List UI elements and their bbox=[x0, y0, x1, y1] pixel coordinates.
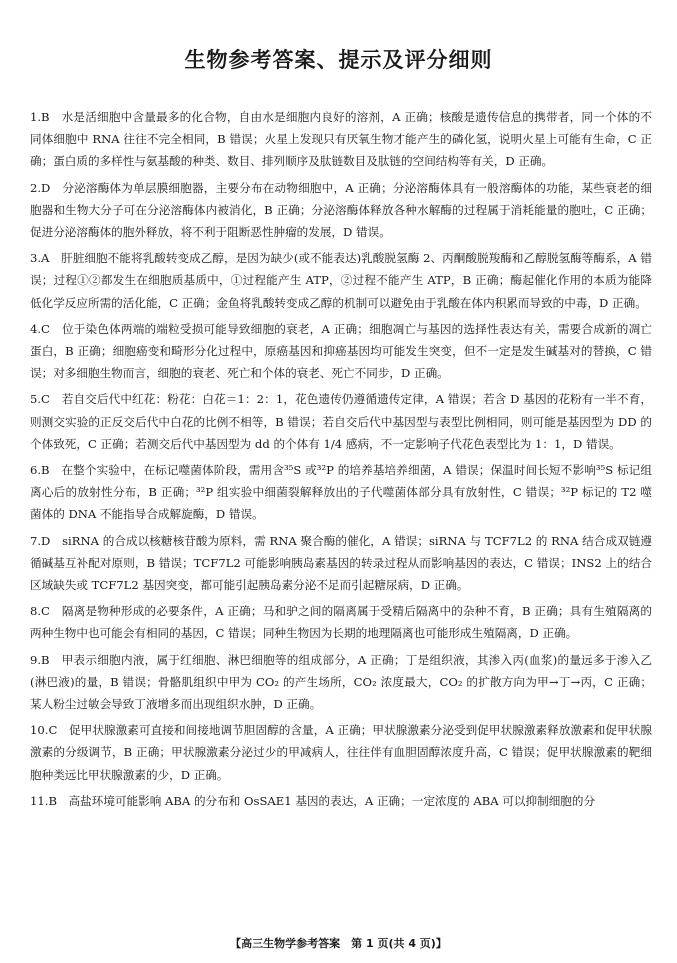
answer-text: 高盐环境可能影响 ABA 的分布和 OsSAE1 基因的表达，A 正确；一定浓度的 ABA 可以抑制细胞的分 bbox=[68, 793, 596, 808]
answer-item bbox=[30, 106, 652, 173]
answer-text: 若自交后代中红花：粉花：白花＝1：2：1，花色遗传仍遵循遗传定律，A 错误；若含 D 基因的花粉有一半不育，则测交实验的正反交后代中白花的比例不相等，B 错误；若自交后代中基因型与表型比例相同，则可能是基因型为 DD 的个体致死，C 正确；若测交后代中基因型为 dd 的个体有 1/4 感病，不一定影响子代花色表型比为 1：1，D 错误。 bbox=[30, 392, 652, 451]
answer-item bbox=[30, 247, 652, 314]
answer-number: 10.C bbox=[30, 723, 58, 738]
page-title: 生物参考答案、提示及评分细则 bbox=[184, 48, 493, 72]
answer-item bbox=[30, 649, 652, 716]
answer-number: 1.B bbox=[30, 110, 50, 124]
answer-text: siRNA 的合成以核糖核苷酸为原料，需 RNA 聚合酶的催化，A 错误；siRNA 与 TCF7L2 的 RNA 结合成双链遵循碱基互补配对原则，B 错误；TCF7L2 可能影响胰岛素基因的转录过程从而影响基因的表达，C 错误；INS2 上的结合区域缺失或 TCF7L2 基因突变，都可能引起胰岛素分泌不足而引起糖尿病，D 正确。 bbox=[30, 533, 652, 593]
answer-text: 甲表示细胞内液，属于红细胞、淋巴细胞等的组成部分，A 正确；丁是组织液，其渗入丙(血浆)的量远多于渗入乙(淋巴液)的量，B 错误；骨骼肌组织中甲为 CO₂ 的产生场所，CO₂ 浓度最大，CO₂ 的扩散方向为甲→丁→丙，C 正确；某人粉尘过敏会导致丁液增多而出现组织水肿，D 正确。 bbox=[30, 652, 652, 712]
page-footer: 【高三生物学参考答案 第 1 页(共 4 页)】 bbox=[230, 937, 447, 950]
answer-number: 2.D bbox=[30, 180, 51, 195]
answer-list bbox=[30, 106, 652, 816]
answer-item bbox=[30, 790, 652, 812]
answer-text: 促甲状腺激素可直接和间接地调节胆固醇的含量，A 正确；甲状腺激素分泌受到促甲状腺激素释放激素和促甲状腺激素的分级调节，B 正确；甲状腺激素分泌过少的甲减病人，往往伴有血胆固醇浓度升高，C 错误；促甲状腺激素的靶细胞种类远比甲状腺激素的少，D 正确。 bbox=[30, 723, 652, 782]
answer-number: 5.C bbox=[30, 392, 50, 407]
answer-item bbox=[30, 600, 652, 644]
answer-number: 7.D bbox=[30, 533, 51, 548]
answer-item bbox=[30, 318, 652, 385]
answer-text: 肝脏细胞不能将乳酸转变成乙醇，是因为缺少(或不能表达)乳酸脱氢酶 2、丙酮酸脱羧酶和乙醇脱氢酶等酶系，A 错误；过程①②都发生在细胞质基质中，①过程能产生 ATP，②过程不能产生 ATP，B 正确；酶起催化作用的本质为能降低化学反应所需的活化能，C 正确；金鱼将乳酸转变成乙醇的机制可以避免由于乳酸在体内积累而导致的中毒，D 正确。 bbox=[30, 251, 652, 310]
answer-text: 水是活细胞中含量最多的化合物，自由水是细胞内良好的溶剂，A 正确；核酸是遗传信息的携带者，同一个体的不同体细胞中 RNA 往往不完全相同，B 错误；火星上发现只有厌氧生物才能产生的磷化氢，说明火星上可能有生命，C 正确；蛋白质的多样性与氨基酸的种类、数目、排列顺序及肽链数目及肽链的空间结构等有关，D 正确。 bbox=[30, 110, 652, 169]
answer-item bbox=[30, 530, 652, 597]
answer-number: 6.B bbox=[30, 463, 50, 478]
answer-item bbox=[30, 719, 652, 786]
answer-number: 4.C bbox=[30, 321, 50, 336]
answer-number: 3.A bbox=[30, 251, 50, 266]
answer-item bbox=[30, 388, 652, 455]
answer-number: 8.C bbox=[30, 604, 50, 619]
answer-number: 9.B bbox=[30, 652, 50, 667]
answer-text: 位于染色体两端的端粒受损可能导致细胞的衰老，A 正确；细胞凋亡与基因的选择性表达有关，需要合成新的凋亡蛋白，B 正确；细胞癌变和畸形分化过程中，原癌基因和抑癌基因均可能发生突变，但不一定是发生碱基对的替换，C 错误；对多细胞生物而言，细胞的衰老、死亡和个体的衰老、死亡不同步，D 正确。 bbox=[30, 321, 652, 381]
answer-text: 在整个实验中，在标记噬菌体阶段，需用含³⁵S 或³²P 的培养基培养细菌，A 错误；保温时间长短不影响³⁵S 标记组离心后的放射性分布，B 正确；³²P 组实验中细菌裂解释放出的子代噬菌体部分具有放射性，C 错误；³²P 标记的 T2 噬菌体的 DNA 不能指导合成解旋酶，D 错误。 bbox=[30, 463, 652, 522]
answer-text: 隔离是物种形成的必要条件，A 正确；马和驴之间的隔离属于受精后隔离中的杂种不育，B 正确；具有生殖隔离的两种生物中也可能会有相同的基因，C 错误；同种生物因为长期的地理隔离也可能形成生殖隔离，D 正确。 bbox=[30, 604, 652, 641]
answer-number: 11.B bbox=[30, 793, 57, 808]
answer-text: 分泌溶酶体为单层膜细胞器，主要分布在动物细胞中，A 正确；分泌溶酶体具有一般溶酶体的功能，某些衰老的细胞器和生物大分子可在分泌溶酶体内被消化，B 正确；分泌溶酶体释放各种水解酶的过程属于消耗能量的胞吐，C 正确；促进分泌溶酶体的胞外释放，将不利于阻断恶性肿瘤的发展，D 错误。 bbox=[30, 180, 652, 240]
answer-item bbox=[30, 459, 652, 526]
answer-item bbox=[30, 177, 652, 244]
